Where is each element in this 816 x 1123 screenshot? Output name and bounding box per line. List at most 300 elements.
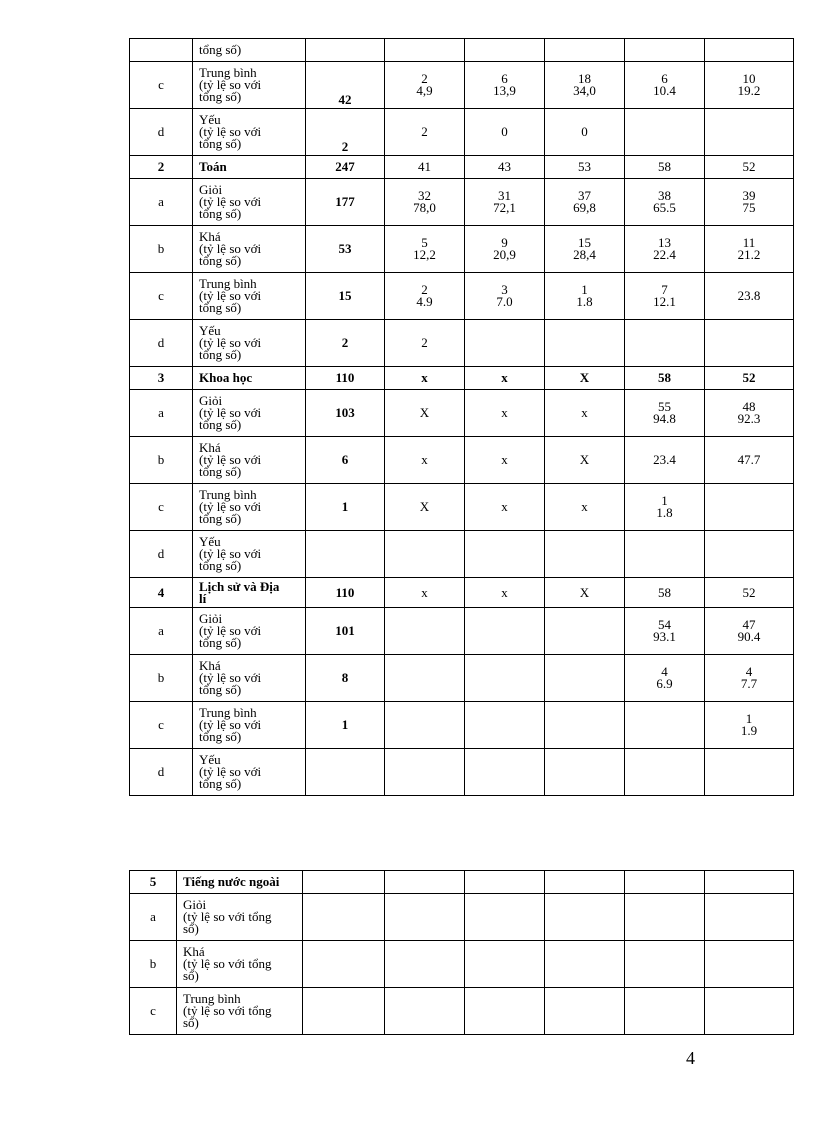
grade-cell-value: 2 [421,282,428,297]
grade-cell [625,39,705,62]
row-label [193,367,306,390]
grade-cell [385,179,465,226]
row-total [306,749,385,796]
row-total: 110 [306,578,385,608]
grade-cell [545,988,625,1035]
grade-cell [385,109,465,156]
row-label-line: (tỷ lệ so với [199,623,262,638]
grade-cell [705,179,794,226]
row-label-line: (tỷ lệ so với tổng [183,1003,272,1018]
row-total: 6 [306,437,385,484]
grade-cell-value: 94.8 [653,411,676,426]
row-number: 5 [130,871,177,894]
grade-cell [705,578,794,608]
grade-cell [465,273,545,320]
grade-cell-value: 1 [745,711,753,726]
grade-cell [385,941,465,988]
grade-cell [625,62,705,109]
grade-cell [545,871,625,894]
grade-cell [705,531,794,578]
grade-cell [545,941,625,988]
grade-cell [465,320,545,367]
grade-cell [545,62,625,109]
grade-cell-value: X [419,499,430,514]
grade-cell-value: 7.7 [740,676,758,691]
grade-cell-value: 37 [578,188,591,203]
grade-cell-value: 53 [578,159,591,174]
page-number: 4 [686,1048,695,1068]
row-label [193,578,306,608]
row-total: 2 [306,109,385,156]
row-label-line: (tỷ lệ so với [199,452,262,467]
row-label [177,894,303,941]
grade-cell-value: x [501,405,508,420]
grade-cell-value: 52 [742,370,756,385]
row-label-line: (tỷ lệ so với [199,764,262,779]
row-label [193,655,306,702]
row-label-line: Yếu [199,323,221,338]
row-label-line: (tỷ lệ so với [199,241,262,256]
grade-cell-value: 7.0 [496,294,513,309]
row-number: b [130,655,193,702]
table-row [130,390,794,437]
grade-cell [545,655,625,702]
row-label-line: (tỷ lệ so với tổng [183,956,272,971]
grade-cell-value: 22.4 [653,247,676,262]
row-label-line: số) [183,921,199,936]
table-row [130,273,794,320]
row-total: 15 [306,273,385,320]
grade-cell-value: x [501,370,508,385]
grade-cell-value: 10 [742,71,756,86]
grade-cell [465,484,545,531]
grade-cell [705,894,794,941]
row-label-line: tổng số) [199,89,242,104]
grade-cell-value: x [421,452,428,467]
grade-cell [385,531,465,578]
table-row [130,531,794,578]
row-label-line: (tỷ lệ so với [199,288,262,303]
grade-cell [625,390,705,437]
row-label-line: số) [183,968,199,983]
row-label-line: (tỷ lệ so với [199,670,262,685]
grade-cell-value: 1 [581,282,588,297]
grade-cell-value: 65.5 [653,200,676,215]
grade-cell [465,226,545,273]
grade-cell-value: X [579,584,590,600]
row-number: a [130,608,193,655]
grade-cell-value: 2 [421,335,428,350]
grade-cell [625,894,705,941]
grade-cell-value: 13 [658,235,671,250]
row-number [130,39,193,62]
grade-cell-value: 19.2 [737,83,761,98]
grade-cell [545,273,625,320]
grade-cell-value: 7 [661,282,668,297]
grade-cell [385,39,465,62]
grade-cell [705,655,794,702]
table-row [130,608,794,655]
grade-cell [705,702,794,749]
row-total [303,988,385,1035]
grade-cell [465,749,545,796]
row-number: a [130,894,177,941]
grade-cell [465,941,545,988]
row-label-line: (tỷ lệ so với tổng [183,909,272,924]
grade-cell-value: 78,0 [413,200,436,215]
grade-cell [705,62,794,109]
grade-cell [625,367,705,390]
grade-cell-value: 0 [501,124,508,139]
grade-cell [705,608,794,655]
grade-cell [465,578,545,608]
grade-cell-value: 4 [745,664,753,679]
row-number: c [130,62,193,109]
grade-cell-value: 1.9 [740,723,758,738]
row-label-line: Giỏi [199,182,223,197]
grade-cell [625,226,705,273]
row-label-line: Giỏi [199,393,223,408]
grade-cell-value: 48 [742,399,756,414]
row-label-line: tổng số) [199,464,242,479]
grade-cell [625,156,705,179]
row-label-line: Lịch sử và Địa [199,578,280,594]
grade-cell [625,109,705,156]
row-total: 42 [306,62,385,109]
row-label-line: số) [183,1015,199,1030]
row-number: 4 [130,578,193,608]
table-row [130,655,794,702]
grade-cell-value: 5 [421,235,428,250]
grade-cell-value: 52 [742,584,756,600]
grade-cell [625,871,705,894]
row-label-line: tổng số) [199,776,242,791]
row-total: 53 [306,226,385,273]
row-number: b [130,941,177,988]
grade-cell [545,894,625,941]
grade-cell [465,608,545,655]
grade-cell-value: 28,4 [573,247,596,262]
table-row [130,871,794,894]
table-row [130,109,794,156]
row-label-line: Giỏi [199,611,223,626]
row-label [193,109,306,156]
grade-cell-value: 39 [742,188,756,203]
table-row [130,484,794,531]
grade-cell-value: 52 [742,159,756,174]
grade-cell-value: 2 [421,124,428,139]
table-row [130,988,794,1035]
grade-cell [705,226,794,273]
grade-cell-value: 18 [578,71,591,86]
grade-cell-value: 47.7 [737,452,761,467]
row-total [306,39,385,62]
row-label [193,39,306,62]
row-label-line: tổng số) [199,347,242,362]
grade-cell-value: 72,1 [493,200,516,215]
grade-cell-value: 0 [581,124,588,139]
table-row [130,62,794,109]
table-row [130,941,794,988]
grade-cell [385,390,465,437]
table-row [130,578,794,608]
row-label-line: tổng số) [199,417,242,432]
grade-cell-value: 21.2 [737,247,761,262]
row-label-line: Trung bình [199,276,257,291]
row-label [193,179,306,226]
grade-cell [465,367,545,390]
row-label-line: Khá [199,658,221,673]
grade-cell-value: x [421,370,428,385]
grade-cell [625,702,705,749]
grade-cell [545,109,625,156]
row-label-line: tổng số) [199,42,242,57]
row-total: 103 [306,390,385,437]
row-number: c [130,273,193,320]
grade-cell-value: 23.8 [737,288,761,303]
grade-cell [465,39,545,62]
row-label-line: tổng số) [199,558,242,573]
grade-cell-value: 55 [658,399,671,414]
grade-cell [545,390,625,437]
grade-cell [625,179,705,226]
grade-cell [545,484,625,531]
grade-cell [705,367,794,390]
row-label-line: Toán [199,159,227,174]
grade-cell-value: 93.1 [653,629,676,644]
grade-cell-value: 34,0 [573,83,596,98]
row-label-line: (tỷ lệ so với [199,717,262,732]
grade-cell [625,320,705,367]
grade-cell [705,109,794,156]
grade-cell [625,437,705,484]
row-label-line: (tỷ lệ so với [199,124,262,139]
row-label [193,437,306,484]
grade-cell-value: 69,8 [573,200,596,215]
row-label [193,608,306,655]
grade-cell [705,941,794,988]
grade-cell [385,437,465,484]
grade-cell-value: 2 [421,71,428,86]
row-label [193,390,306,437]
grade-cell [385,871,465,894]
grade-cell-value: 15 [578,235,591,250]
grade-cell [705,988,794,1035]
row-total [303,871,385,894]
row-label-line: tổng số) [199,511,242,526]
grade-cell-value: 1.8 [576,294,593,309]
grade-cell [545,702,625,749]
row-label [193,273,306,320]
grade-cell [465,655,545,702]
row-label [177,941,303,988]
row-label [193,156,306,179]
row-label-line: (tỷ lệ so với [199,546,262,561]
row-label [193,749,306,796]
grade-cell-value: 13,9 [493,83,516,98]
row-label-line: tổng số) [199,682,242,697]
grade-cell [705,871,794,894]
grade-cell-value: x [501,499,508,514]
grade-cell [385,702,465,749]
grade-cell [465,390,545,437]
row-label-line: (tỷ lệ so với [199,194,262,209]
row-label-line: Khá [199,440,221,455]
grade-cell [545,367,625,390]
grade-cell-value: X [419,405,430,420]
grade-cell [545,156,625,179]
grade-cell-value: 3 [501,282,508,297]
row-total [303,941,385,988]
grade-cell-value: 9 [501,235,508,250]
grade-cell [385,988,465,1035]
grade-cell [465,156,545,179]
row-total [306,531,385,578]
grade-cell-value: 6.9 [656,676,673,691]
results-table-1 [129,38,794,796]
row-label-line: Tiếng nước ngoài [183,874,280,889]
row-total: 110 [306,367,385,390]
grade-cell [625,531,705,578]
grade-cell [385,62,465,109]
grade-cell-value: 4.9 [416,294,433,309]
grade-cell [705,437,794,484]
row-label-line: tổng số) [199,253,242,268]
grade-cell [465,179,545,226]
row-number: c [130,484,193,531]
grade-cell [545,608,625,655]
grade-cell-value: 58 [658,584,671,600]
row-label-line: (tỷ lệ so với [199,77,262,92]
row-total: 247 [306,156,385,179]
grade-cell-value: 11 [742,235,756,250]
row-number: a [130,390,193,437]
row-label-line: Trung bình [199,487,257,502]
grade-cell-value: 12.1 [653,294,676,309]
row-number: c [130,702,193,749]
grade-cell [625,484,705,531]
grade-cell-value: 41 [418,159,431,174]
row-total: 101 [306,608,385,655]
grade-cell [465,62,545,109]
row-label-line: Giỏi [183,897,207,912]
row-label [177,988,303,1035]
row-total: 1 [306,702,385,749]
row-total: 1 [306,484,385,531]
row-number: d [130,531,193,578]
grade-cell-value: 38 [658,188,671,203]
grade-cell [385,894,465,941]
table-row [130,702,794,749]
grade-cell-value: 10.4 [653,83,676,98]
table-row [130,179,794,226]
grade-cell [625,655,705,702]
grade-cell [625,749,705,796]
grade-cell-value: 75 [742,200,756,215]
grade-cell-value: 58 [658,370,671,385]
grade-cell [385,320,465,367]
table-row [130,894,794,941]
grade-cell [465,871,545,894]
row-label-line: Yếu [199,112,221,127]
grade-cell [545,39,625,62]
grade-cell [465,894,545,941]
grade-cell-value: 31 [498,188,511,203]
grade-cell [545,578,625,608]
grade-cell [625,608,705,655]
row-label-line: Khá [199,229,221,244]
grade-cell-value: 1 [661,493,668,508]
grade-cell [385,367,465,390]
row-label [193,226,306,273]
grade-cell [705,156,794,179]
grade-cell [545,749,625,796]
grade-cell-value: x [501,452,508,467]
grade-cell [705,320,794,367]
table-row [130,320,794,367]
table-row [130,437,794,484]
grade-cell-value: X [579,452,590,467]
row-total: 2 [306,320,385,367]
row-number: a [130,179,193,226]
row-number: d [130,749,193,796]
grade-cell [465,109,545,156]
grade-cell-value: 20,9 [493,247,516,262]
grade-cell-value: x [581,499,588,514]
grade-cell-value: 54 [658,617,671,632]
grade-cell-value: 6 [661,71,668,86]
grade-cell-value: x [421,584,428,600]
grade-cell [625,988,705,1035]
table-row [130,749,794,796]
grade-cell [385,273,465,320]
grade-cell [465,437,545,484]
grade-cell [465,988,545,1035]
grade-cell [705,749,794,796]
grade-cell [705,390,794,437]
grade-cell-value: 43 [498,159,511,174]
row-number: 2 [130,156,193,179]
row-label-line: (tỷ lệ so với [199,405,262,420]
row-label-line: tổng số) [199,136,242,151]
grade-cell-value: 12,2 [413,247,436,262]
row-label [177,871,303,894]
grade-cell-value: 92.3 [737,411,761,426]
grade-cell-value: 1.8 [656,505,673,520]
row-label-line: Khoa học [199,370,253,385]
row-label-line: (tỷ lệ so với [199,335,262,350]
grade-cell [625,273,705,320]
grade-cell [545,226,625,273]
grade-cell [465,702,545,749]
table-row [130,39,794,62]
row-label-line: (tỷ lệ so với [199,499,262,514]
row-number: c [130,988,177,1035]
grade-cell-value: 90.4 [737,629,761,644]
grade-cell [385,226,465,273]
grade-cell [705,39,794,62]
table-row [130,367,794,390]
row-label [193,62,306,109]
row-label-line: Yếu [199,534,221,549]
table-row [130,156,794,179]
row-total: 8 [306,655,385,702]
grade-cell [545,531,625,578]
row-total [303,894,385,941]
grade-cell [385,484,465,531]
row-label-line: Khá [183,944,205,959]
grade-cell [545,437,625,484]
